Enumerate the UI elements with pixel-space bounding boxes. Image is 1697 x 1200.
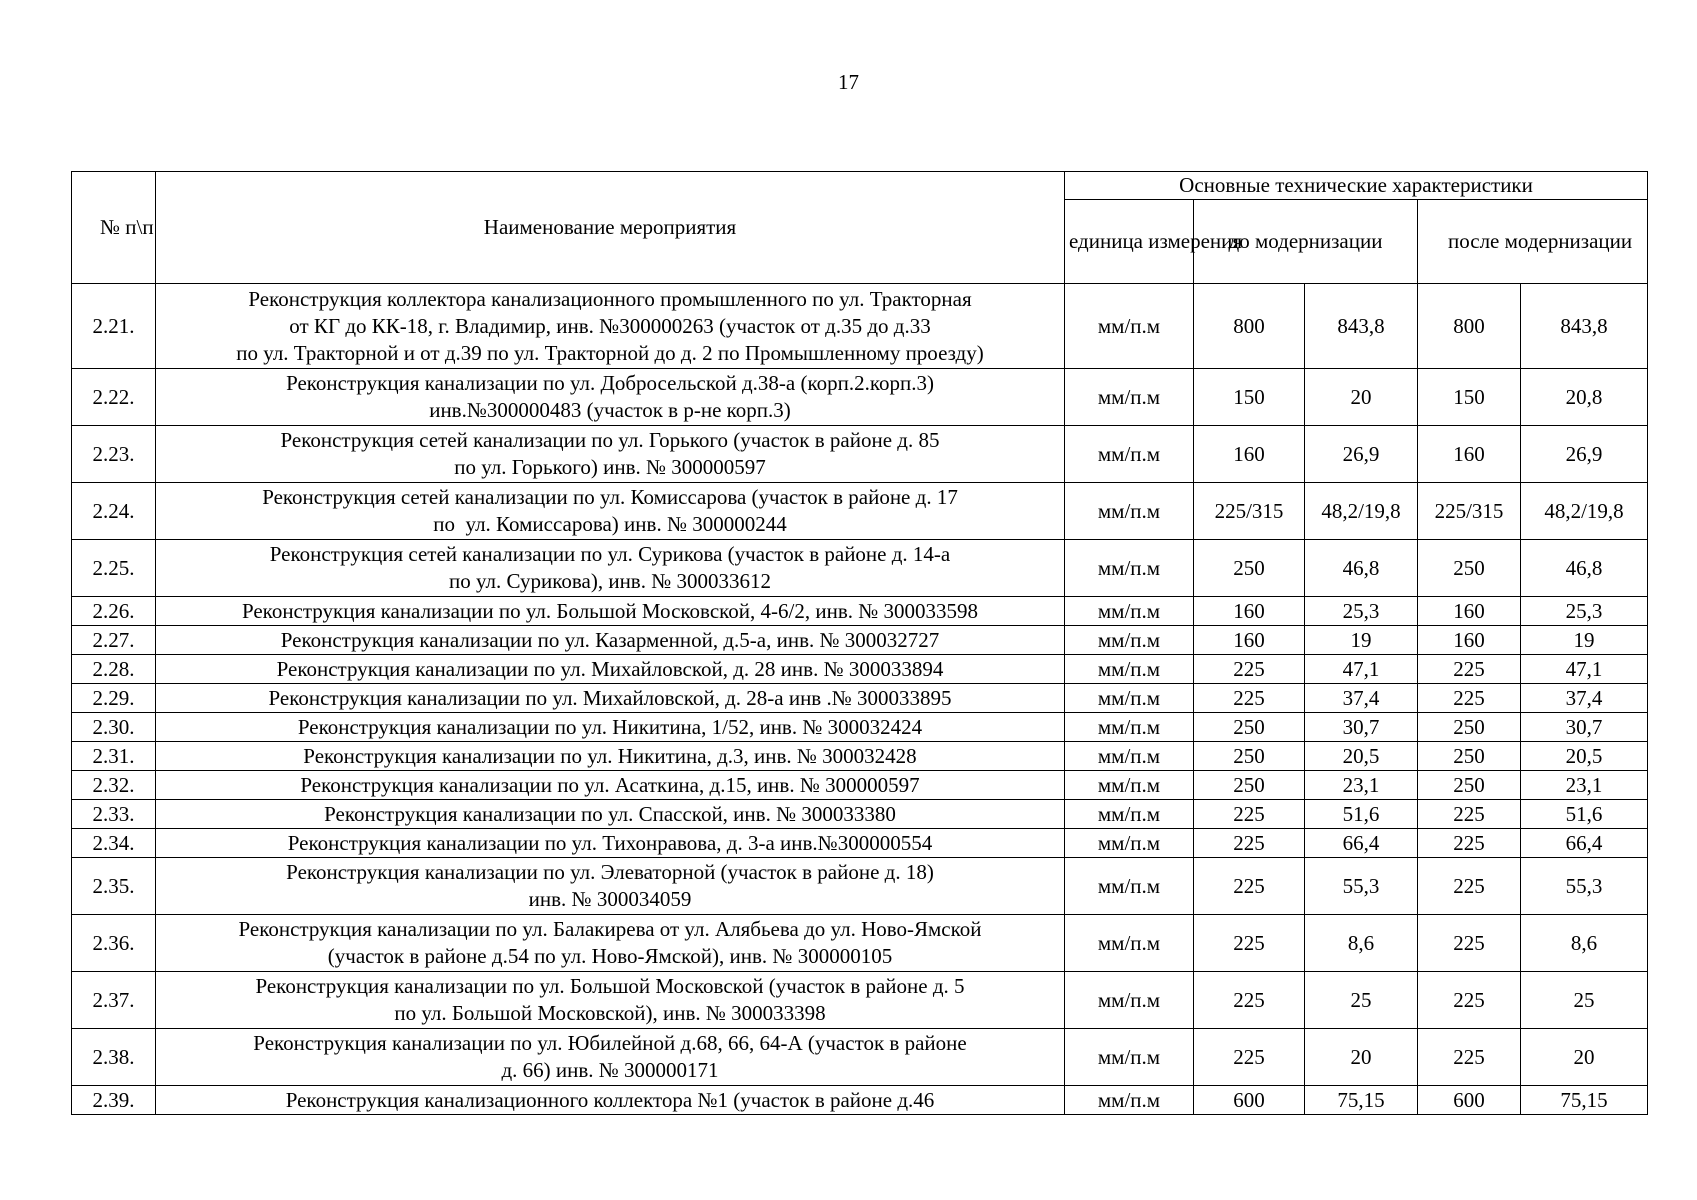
row-after-length: 47,1 — [1521, 655, 1648, 684]
row-after-diameter: 225 — [1418, 858, 1521, 915]
row-before-length: 66,4 — [1305, 829, 1418, 858]
row-number: 2.34. — [72, 829, 156, 858]
row-number: 2.21. — [72, 284, 156, 369]
row-number: 2.24. — [72, 483, 156, 540]
table-row — [72, 369, 1648, 426]
row-after-diameter: 160 — [1418, 597, 1521, 626]
row-name-line: инв. № 300034059 — [528, 887, 692, 911]
row-after-diameter: 150 — [1418, 369, 1521, 426]
row-number: 2.26. — [72, 597, 156, 626]
row-name — [156, 800, 1065, 829]
row-after-length: 25 — [1521, 972, 1648, 1029]
row-before-length: 25,3 — [1305, 597, 1418, 626]
table-row — [72, 829, 1648, 858]
row-name-line: Реконструкция коллектора канализационного промышленного по ул. Тракторная — [248, 286, 972, 311]
row-before-diameter: 250 — [1194, 771, 1305, 800]
row-unit: мм/п.м — [1065, 540, 1194, 597]
row-before-diameter: 225 — [1194, 684, 1305, 713]
row-number: 2.31. — [72, 742, 156, 771]
row-number: 2.37. — [72, 972, 156, 1029]
table-row — [72, 713, 1648, 742]
header-unit: единица измерения — [1065, 200, 1194, 284]
row-name-line: Реконструкция канализации по ул. Тихонравова, д. 3-а инв.№300000554 — [287, 830, 933, 855]
row-after-length: 51,6 — [1521, 800, 1648, 829]
row-name-line: Реконструкция канализации по ул. Большой Московской (участок в районе д. 5 — [255, 974, 965, 998]
row-name-line: по ул. Большой Московской), инв. № 300033398 — [394, 1001, 826, 1025]
row-after-length: 20,5 — [1521, 742, 1648, 771]
row-number: 2.29. — [72, 684, 156, 713]
row-name-line: Реконструкция сетей канализации по ул. Горького (участок в районе д. 85 — [280, 428, 940, 452]
row-number: 2.32. — [72, 771, 156, 800]
row-name-line: Реконструкция канализации по ул. Элеваторной (участок в районе д. 18) — [286, 860, 934, 884]
table-row — [72, 684, 1648, 713]
row-before-diameter: 250 — [1194, 713, 1305, 742]
row-name-line: Реконструкция канализации по ул. Никитина, 1/52, инв. № 300032424 — [297, 714, 923, 739]
table-row — [72, 655, 1648, 684]
row-name-line: Реконструкция канализации по ул. Михайловской, д. 28 инв. № 300033894 — [276, 656, 944, 681]
row-after-length: 75,15 — [1521, 1086, 1648, 1115]
header-number: № п\п — [72, 172, 156, 284]
row-before-diameter: 250 — [1194, 540, 1305, 597]
row-unit: мм/п.м — [1065, 858, 1194, 915]
row-name — [156, 1086, 1065, 1115]
row-number: 2.36. — [72, 915, 156, 972]
table-row — [72, 915, 1648, 972]
row-name-line: инв.№300000483 (участок в р-не корп.3) — [429, 398, 791, 422]
row-unit: мм/п.м — [1065, 829, 1194, 858]
row-after-length: 26,9 — [1521, 426, 1648, 483]
row-before-diameter: 225 — [1194, 858, 1305, 915]
row-before-length: 8,6 — [1305, 915, 1418, 972]
row-name-line: по ул. Комиссарова) инв. № 300000244 — [433, 512, 787, 536]
row-before-diameter: 800 — [1194, 284, 1305, 369]
row-before-length: 37,4 — [1305, 684, 1418, 713]
row-before-length: 51,6 — [1305, 800, 1418, 829]
row-name — [156, 483, 1065, 540]
row-number: 2.23. — [72, 426, 156, 483]
row-before-diameter: 160 — [1194, 426, 1305, 483]
row-unit: мм/п.м — [1065, 742, 1194, 771]
row-name — [156, 284, 1065, 369]
row-before-length: 19 — [1305, 626, 1418, 655]
row-name-line: Реконструкция канализации по ул. Добросельской д.38-а (корп.2.корп.3) — [286, 371, 934, 395]
row-name — [156, 597, 1065, 626]
row-unit: мм/п.м — [1065, 426, 1194, 483]
row-number: 2.33. — [72, 800, 156, 829]
row-unit: мм/п.м — [1065, 369, 1194, 426]
row-after-length: 843,8 — [1521, 284, 1648, 369]
row-after-diameter: 225 — [1418, 972, 1521, 1029]
table-row — [72, 858, 1648, 915]
row-unit: мм/п.м — [1065, 1086, 1194, 1115]
row-name — [156, 540, 1065, 597]
row-name-line: Реконструкция канализации по ул. Никитина, д.3, инв. № 300032428 — [303, 743, 917, 768]
row-before-length: 20,5 — [1305, 742, 1418, 771]
table-row — [72, 284, 1648, 369]
row-name — [156, 972, 1065, 1029]
row-before-diameter: 225 — [1194, 800, 1305, 829]
row-after-length: 20,8 — [1521, 369, 1648, 426]
row-name-line: по ул. Сурикова), инв. № 300033612 — [448, 569, 772, 593]
row-after-length: 8,6 — [1521, 915, 1648, 972]
row-unit: мм/п.м — [1065, 771, 1194, 800]
row-after-diameter: 250 — [1418, 713, 1521, 742]
row-before-length: 46,8 — [1305, 540, 1418, 597]
row-name — [156, 742, 1065, 771]
row-before-diameter: 225 — [1194, 915, 1305, 972]
row-name-line: Реконструкция канализации по ул. Спасской, инв. № 300033380 — [324, 801, 896, 826]
row-name-line: Реконструкция канализации по ул. Михайловской, д. 28-а инв .№ 300033895 — [268, 685, 952, 710]
row-name-line: Реконструкция сетей канализации по ул. Комиссарова (участок в районе д. 17 — [262, 485, 958, 509]
row-after-diameter: 225/315 — [1418, 483, 1521, 540]
row-after-diameter: 600 — [1418, 1086, 1521, 1115]
header-before: до модернизации — [1194, 200, 1418, 284]
row-name — [156, 369, 1065, 426]
row-number: 2.38. — [72, 1029, 156, 1086]
row-after-length: 25,3 — [1521, 597, 1648, 626]
row-before-length: 48,2/19,8 — [1305, 483, 1418, 540]
row-after-diameter: 160 — [1418, 626, 1521, 655]
table-row — [72, 483, 1648, 540]
row-after-length: 20 — [1521, 1029, 1648, 1086]
row-before-diameter: 150 — [1194, 369, 1305, 426]
row-unit: мм/п.м — [1065, 284, 1194, 369]
table-header — [72, 172, 1648, 284]
row-name-line: Реконструкция канализации по ул. Балакирева от ул. Алябьева до ул. Ново-Ямской — [238, 917, 982, 941]
header-group: Основные технические характеристики — [1065, 172, 1648, 200]
row-after-diameter: 250 — [1418, 742, 1521, 771]
row-name-line: по ул. Горького) инв. № 300000597 — [454, 455, 766, 479]
row-after-length: 48,2/19,8 — [1521, 483, 1648, 540]
row-after-length: 30,7 — [1521, 713, 1648, 742]
row-number: 2.25. — [72, 540, 156, 597]
row-after-diameter: 225 — [1418, 655, 1521, 684]
header-after: после модернизации — [1418, 200, 1648, 284]
row-unit: мм/п.м — [1065, 626, 1194, 655]
row-after-length: 55,3 — [1521, 858, 1648, 915]
row-before-length: 30,7 — [1305, 713, 1418, 742]
row-before-length: 20 — [1305, 1029, 1418, 1086]
row-after-length: 19 — [1521, 626, 1648, 655]
page-number: 17 — [838, 70, 859, 94]
row-name-line: Реконструкция канализации по ул. Юбилейной д.68, 66, 64-А (участок в районе — [253, 1031, 967, 1055]
row-name-line: Реконструкция канализации по ул. Казарменной, д.5-а, инв. № 300032727 — [280, 627, 940, 652]
row-name — [156, 713, 1065, 742]
table-row — [72, 1086, 1648, 1115]
row-name — [156, 829, 1065, 858]
table-row — [72, 771, 1648, 800]
row-before-diameter: 160 — [1194, 626, 1305, 655]
table-row — [72, 626, 1648, 655]
row-name — [156, 1029, 1065, 1086]
row-name — [156, 626, 1065, 655]
table-row — [72, 426, 1648, 483]
row-after-diameter: 250 — [1418, 771, 1521, 800]
row-after-length: 46,8 — [1521, 540, 1648, 597]
row-after-diameter: 225 — [1418, 915, 1521, 972]
row-unit: мм/п.м — [1065, 713, 1194, 742]
row-before-length: 20 — [1305, 369, 1418, 426]
row-number: 2.22. — [72, 369, 156, 426]
row-number: 2.27. — [72, 626, 156, 655]
row-after-diameter: 160 — [1418, 426, 1521, 483]
row-after-diameter: 225 — [1418, 829, 1521, 858]
row-after-length: 66,4 — [1521, 829, 1648, 858]
row-name — [156, 858, 1065, 915]
row-number: 2.39. — [72, 1086, 156, 1115]
row-name-line: (участок в районе д.54 по ул. Ново-Ямской), инв. № 300000105 — [327, 944, 893, 968]
row-number: 2.28. — [72, 655, 156, 684]
row-before-length: 75,15 — [1305, 1086, 1418, 1115]
measures-table — [71, 171, 1648, 1115]
row-before-diameter: 600 — [1194, 1086, 1305, 1115]
row-name — [156, 771, 1065, 800]
row-name-line: Реконструкция канализационного коллектора №1 (участок в районе д.46 — [285, 1087, 935, 1112]
row-unit: мм/п.м — [1065, 655, 1194, 684]
row-after-diameter: 250 — [1418, 540, 1521, 597]
table-body — [72, 284, 1648, 1115]
row-before-diameter: 225 — [1194, 829, 1305, 858]
row-before-length: 47,1 — [1305, 655, 1418, 684]
table-row — [72, 597, 1648, 626]
table-row — [72, 1029, 1648, 1086]
row-name — [156, 915, 1065, 972]
row-name-line: Реконструкция канализации по ул. Большой Московской, 4-6/2, инв. № 300033598 — [241, 598, 979, 623]
row-before-length: 55,3 — [1305, 858, 1418, 915]
header-name: Наименование мероприятия — [156, 172, 1065, 284]
table-row — [72, 540, 1648, 597]
row-unit: мм/п.м — [1065, 800, 1194, 829]
row-name — [156, 655, 1065, 684]
row-before-diameter: 225/315 — [1194, 483, 1305, 540]
row-before-diameter: 225 — [1194, 655, 1305, 684]
row-after-diameter: 800 — [1418, 284, 1521, 369]
row-name-line: Реконструкция канализации по ул. Асаткина, д.15, инв. № 300000597 — [300, 772, 920, 797]
row-before-length: 25 — [1305, 972, 1418, 1029]
row-number: 2.35. — [72, 858, 156, 915]
row-before-length: 843,8 — [1305, 284, 1418, 369]
row-unit: мм/п.м — [1065, 972, 1194, 1029]
table-row — [72, 800, 1648, 829]
row-number: 2.30. — [72, 713, 156, 742]
row-after-diameter: 225 — [1418, 1029, 1521, 1086]
row-name — [156, 684, 1065, 713]
row-before-diameter: 250 — [1194, 742, 1305, 771]
row-after-diameter: 225 — [1418, 684, 1521, 713]
row-name-line: д. 66) инв. № 300000171 — [501, 1058, 719, 1082]
row-name-line: Реконструкция сетей канализации по ул. Сурикова (участок в районе д. 14-а — [269, 542, 951, 566]
row-after-length: 37,4 — [1521, 684, 1648, 713]
row-name — [156, 426, 1065, 483]
table-row — [72, 972, 1648, 1029]
row-before-length: 23,1 — [1305, 771, 1418, 800]
row-unit: мм/п.м — [1065, 1029, 1194, 1086]
row-before-length: 26,9 — [1305, 426, 1418, 483]
row-after-length: 23,1 — [1521, 771, 1648, 800]
row-name-line: от КГ до КК-18, г. Владимир, инв. №300000263 (участок от д.35 до д.33 — [289, 313, 931, 338]
row-unit: мм/п.м — [1065, 684, 1194, 713]
row-unit: мм/п.м — [1065, 483, 1194, 540]
row-before-diameter: 225 — [1194, 1029, 1305, 1086]
row-after-diameter: 225 — [1418, 800, 1521, 829]
row-unit: мм/п.м — [1065, 597, 1194, 626]
row-unit: мм/п.м — [1065, 915, 1194, 972]
table-row — [72, 742, 1648, 771]
row-before-diameter: 160 — [1194, 597, 1305, 626]
row-before-diameter: 225 — [1194, 972, 1305, 1029]
row-name-line: по ул. Тракторной и от д.39 по ул. Тракторной до д. 2 по Промышленному проезду) — [236, 340, 984, 365]
